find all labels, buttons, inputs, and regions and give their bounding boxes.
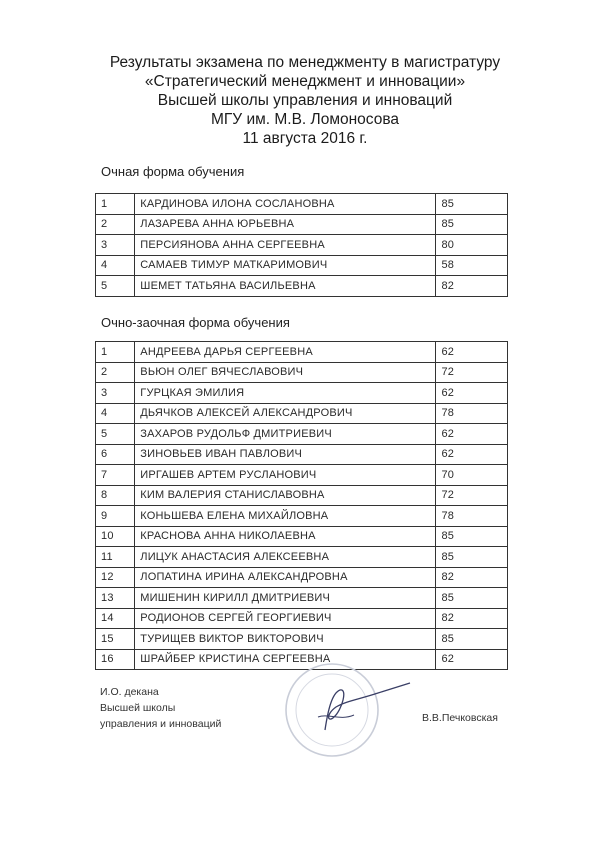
exam-score: 78 [436,403,508,424]
row-number: 1 [96,194,135,215]
title-line: МГУ им. М.В. Ломоносова [210,111,400,128]
table-row [96,444,508,465]
table-row [96,588,508,609]
table-row [96,547,508,568]
exam-score: 72 [436,362,508,383]
student-name: МИШЕНИН КИРИЛЛ ДМИТРИЕВИЧ [135,588,436,609]
student-name: ЛОПАТИНА ИРИНА АЛЕКСАНДРОВНА [135,567,436,588]
exam-score: 62 [436,444,508,465]
part-time-results-table [95,341,508,670]
student-name: ЗИНОВЬЕВ ИВАН ПАВЛОВИЧ [135,444,436,465]
student-name: КОНЬШЕВА ЕЛЕНА МИХАЙЛОВНА [135,506,436,527]
student-name: КРАСНОВА АННА НИКОЛАЕВНА [135,526,436,547]
title-line: «Стратегический менеджмент и инновации» [144,73,466,90]
exam-score: 58 [436,255,508,276]
table-row [96,362,508,383]
row-number: 5 [96,276,135,297]
exam-score: 85 [436,526,508,547]
table-row [96,526,508,547]
table-row [96,424,508,445]
signature-block [100,684,221,732]
signature-title-line: Высшей школы [100,702,176,714]
signature-title-line: управления и инноваций [100,718,222,730]
student-name: ГУРЦКАЯ ЭМИЛИЯ [135,383,436,404]
row-number: 4 [96,255,135,276]
row-number: 9 [96,506,135,527]
student-name: КИМ ВАЛЕРИЯ СТАНИСЛАВОВНА [135,485,436,506]
row-number: 10 [96,526,135,547]
row-number: 5 [96,424,135,445]
table-row [96,403,508,424]
table-row [96,485,508,506]
row-number: 1 [96,342,135,363]
student-name: ЛИЦУК АНАСТАСИЯ АЛЕКСЕЕВНА [135,547,436,568]
student-name: САМАЕВ ТИМУР МАТКАРИМОВИЧ [135,255,436,276]
row-number: 13 [96,588,135,609]
exam-score: 72 [436,485,508,506]
exam-score: 85 [436,629,508,650]
full-time-section-label: Очная форма обучения [101,164,245,179]
row-number: 16 [96,649,135,670]
document-title [40,53,570,148]
exam-score: 80 [436,235,508,256]
table-row [96,235,508,256]
row-number: 4 [96,403,135,424]
row-number: 3 [96,235,135,256]
exam-score: 70 [436,465,508,486]
title-line: Высшей школы управления и инноваций [157,92,453,109]
student-name: ИРГАШЕВ АРТЕМ РУСЛАНОВИЧ [135,465,436,486]
row-number: 8 [96,485,135,506]
table-row [96,567,508,588]
part-time-section-label: Очно-заочная форма обучения [101,315,290,330]
exam-score: 82 [436,276,508,297]
table-row [96,214,508,235]
student-name: АНДРЕЕВА ДАРЬЯ СЕРГЕЕВНА [135,342,436,363]
table-row [96,342,508,363]
student-name: ВЬЮН ОЛЕГ ВЯЧЕСЛАВОВИЧ [135,362,436,383]
signature-title-line: И.О. декана [100,686,159,698]
row-number: 7 [96,465,135,486]
student-name: ПЕРСИЯНОВА АННА СЕРГЕЕВНА [135,235,436,256]
student-name: ШЕМЕТ ТАТЬЯНА ВАСИЛЬЕВНА [135,276,436,297]
exam-score: 62 [436,342,508,363]
exam-score: 85 [436,588,508,609]
exam-score: 85 [436,194,508,215]
row-number: 12 [96,567,135,588]
exam-score: 62 [436,424,508,445]
full-time-results-table [95,193,508,297]
row-number: 6 [96,444,135,465]
table-row [96,194,508,215]
row-number: 14 [96,608,135,629]
exam-score: 62 [436,649,508,670]
student-name: КАРДИНОВА ИЛОНА СОСЛАНОВНА [135,194,436,215]
exam-score: 82 [436,608,508,629]
table-row [96,276,508,297]
signer-name: В.В.Печковская [422,712,498,724]
student-name: ЗАХАРОВ РУДОЛЬФ ДМИТРИЕВИЧ [135,424,436,445]
student-name: ТУРИЩЕВ ВИКТОР ВИКТОРОВИЧ [135,629,436,650]
row-number: 2 [96,214,135,235]
title-line: 11 августа 2016 г. [242,130,368,147]
row-number: 11 [96,547,135,568]
table-row [96,465,508,486]
table-row [96,608,508,629]
student-name: ДЬЯЧКОВ АЛЕКСЕЙ АЛЕКСАНДРОВИЧ [135,403,436,424]
table-row [96,383,508,404]
exam-score: 85 [436,214,508,235]
table-row [96,506,508,527]
exam-score: 82 [436,567,508,588]
table-row [96,629,508,650]
exam-score: 62 [436,383,508,404]
row-number: 15 [96,629,135,650]
student-name: ШРАЙБЕР КРИСТИНА СЕРГЕЕВНА [135,649,436,670]
row-number: 3 [96,383,135,404]
title-line: Результаты экзамена по менеджменту в магистратуру [109,54,501,71]
row-number: 2 [96,362,135,383]
stamp-signature-image [270,655,420,765]
exam-score: 78 [436,506,508,527]
student-name: ЛАЗАРЕВА АННА ЮРЬЕВНА [135,214,436,235]
student-name: РОДИОНОВ СЕРГЕЙ ГЕОРГИЕВИЧ [135,608,436,629]
exam-score: 85 [436,547,508,568]
table-row [96,255,508,276]
